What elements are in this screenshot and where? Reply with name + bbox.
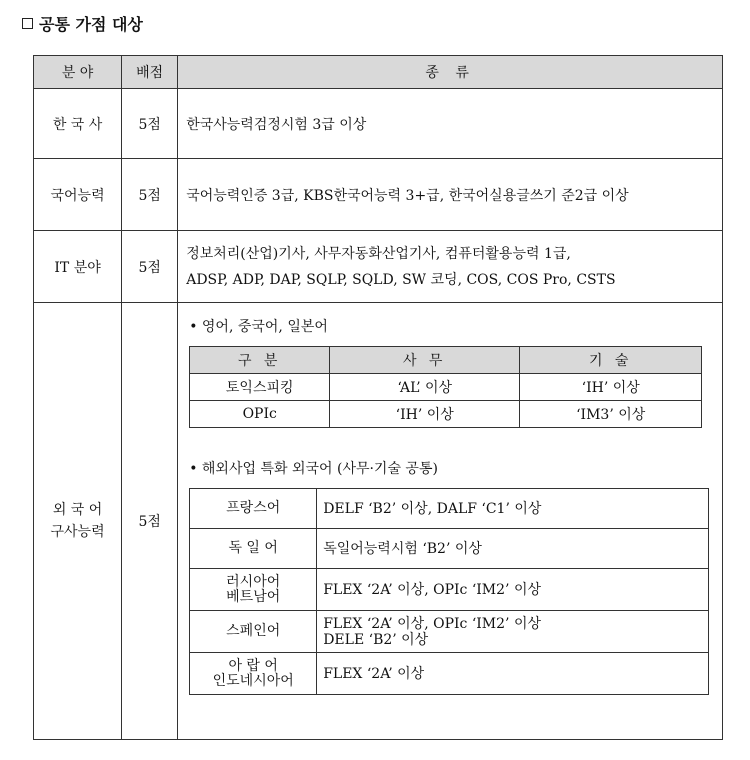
checkbox-icon	[22, 18, 33, 29]
special-language-table	[189, 488, 709, 695]
table-row	[34, 159, 723, 231]
language-requirement: FLEX ‘2A’ 이상, OPIc ‘IM2’ 이상	[317, 569, 709, 611]
sub-row	[190, 374, 702, 401]
list-item	[190, 611, 709, 653]
table-row	[34, 89, 723, 159]
field-line: 외 국 어	[52, 502, 103, 518]
sub-cell: ‘IH’ 이상	[520, 374, 702, 401]
content-line: 정보처리(산업)기사, 사무자동화산업기사, 컴퓨터활용능력 1급,	[186, 245, 571, 262]
field-cell	[34, 303, 122, 740]
language-score-table	[189, 346, 702, 428]
table-row	[34, 231, 723, 303]
list-item	[190, 489, 709, 529]
language-requirement: DELF ‘B2’ 이상, DALF ‘C1’ 이상	[317, 489, 709, 529]
header-type: 종 류	[178, 56, 723, 89]
bullet-special-languages: • 해외사업 특화 외국어 (사무·기술 공통)	[189, 461, 438, 477]
language-requirement: 독일어능력시험 ‘B2’ 이상	[317, 529, 709, 569]
field-cell: 국어능력	[34, 159, 122, 231]
table-row	[34, 303, 723, 740]
list-item	[190, 569, 709, 611]
sub-header-row	[190, 347, 702, 374]
content-line: ADSP, ADP, DAP, SQLP, SQLD, SW 코딩, COS, COS Pro, CSTS	[186, 271, 616, 288]
language-name: 러시아어 베트남어	[190, 569, 317, 611]
header-score: 배점	[122, 56, 178, 89]
sub-cell: 토익스피킹	[190, 374, 330, 401]
sub-cell: OPIc	[190, 401, 330, 428]
language-name: 스페인어	[190, 611, 317, 653]
heading-title: 공통 가점 대상	[39, 15, 143, 34]
language-requirement: FLEX ‘2A’ 이상	[317, 653, 709, 695]
score-cell: 5점	[122, 231, 178, 303]
field-line: 구사능력	[50, 524, 105, 540]
sub-cell: ‘IH’ 이상	[330, 401, 520, 428]
sub-row	[190, 401, 702, 428]
language-name: 프랑스어	[190, 489, 317, 529]
list-item	[190, 653, 709, 695]
bonus-points-table	[33, 55, 723, 740]
content-cell	[178, 303, 723, 740]
score-cell: 5점	[122, 159, 178, 231]
bullet-languages: • 영어, 중국어, 일본어	[189, 319, 328, 335]
sub-cell: ‘IM3’ 이상	[520, 401, 702, 428]
language-name: 아 랍 어 인도네시아어	[190, 653, 317, 695]
list-item	[190, 529, 709, 569]
header-field: 분 야	[34, 56, 122, 89]
table-header-row	[34, 56, 723, 89]
sub-header: 구 분	[190, 347, 330, 374]
content-cell: 국어능력인증 3급, KBS한국어능력 3+급, 한국어실용글쓰기 준2급 이상	[178, 159, 723, 231]
sub-header: 기 술	[520, 347, 702, 374]
sub-header: 사 무	[330, 347, 520, 374]
language-name: 독 일 어	[190, 529, 317, 569]
score-cell: 5점	[122, 303, 178, 740]
field-cell: IT 분야	[34, 231, 122, 303]
content-cell	[178, 231, 723, 303]
section-heading	[22, 12, 143, 35]
field-cell: 한 국 사	[34, 89, 122, 159]
sub-cell: ‘AL’ 이상	[330, 374, 520, 401]
language-requirement: FLEX ‘2A’ 이상, OPIc ‘IM2’ 이상 DELE ‘B2’ 이상	[317, 611, 709, 653]
score-cell: 5점	[122, 89, 178, 159]
content-cell: 한국사능력검정시험 3급 이상	[178, 89, 723, 159]
